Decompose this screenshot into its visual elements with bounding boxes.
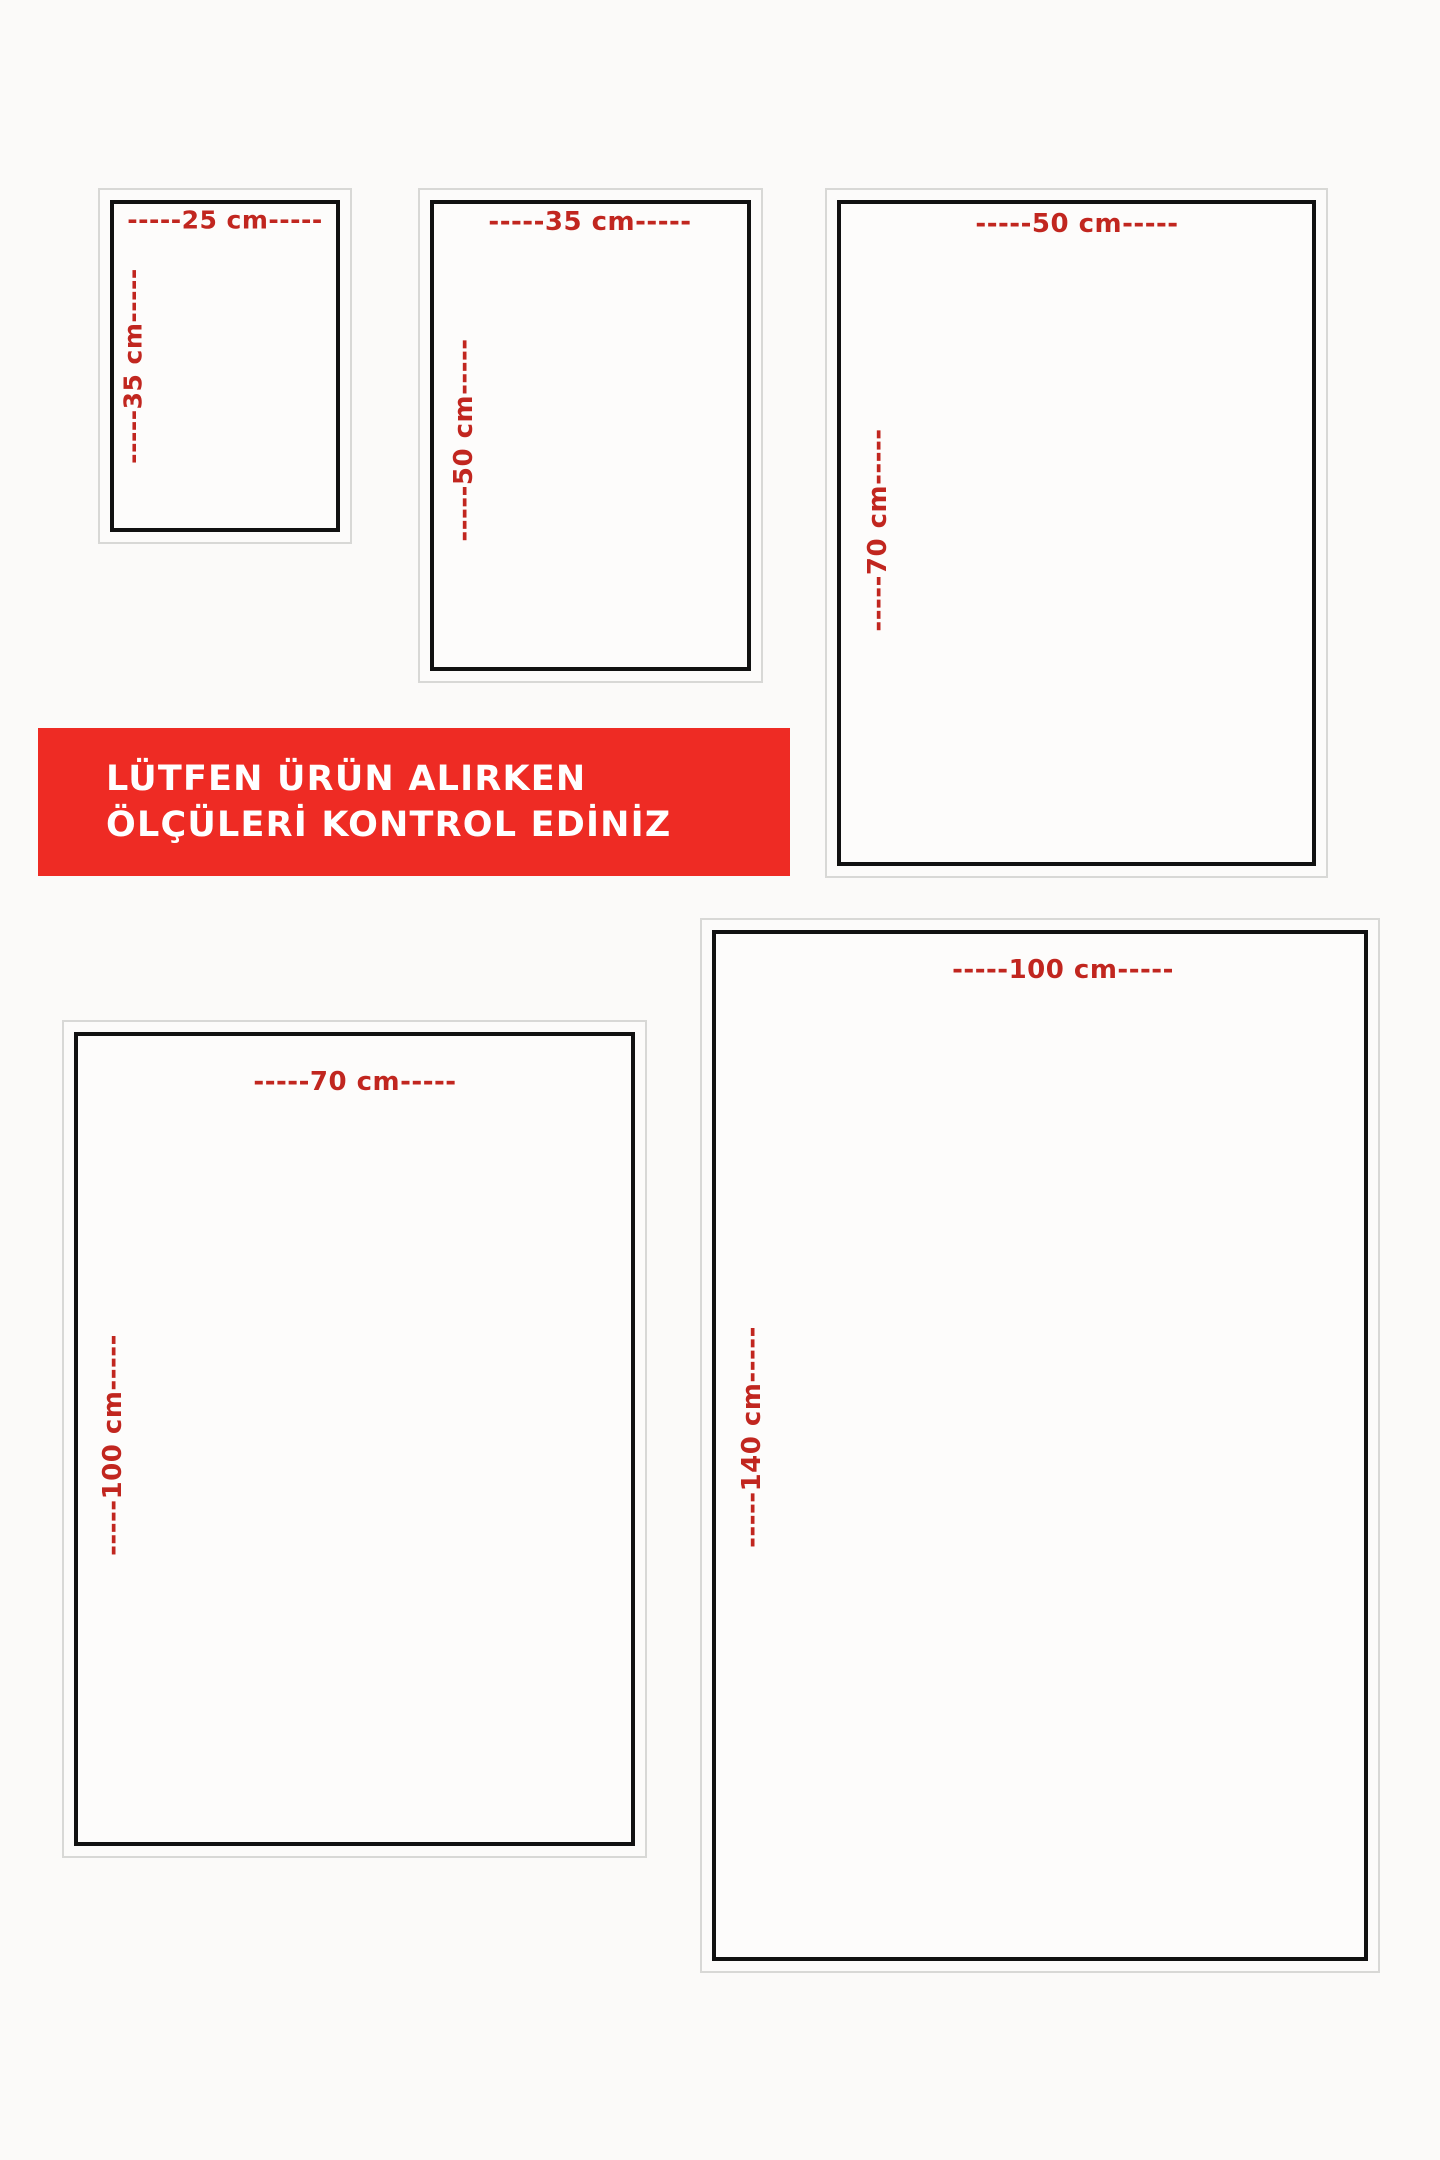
size-box-inner-frame [712, 930, 1368, 1961]
dimension-label-height-100: -----100 cm----- [98, 1334, 128, 1556]
dimension-label-width-70: -----70 cm----- [253, 1067, 457, 1097]
size-box-inner-frame [74, 1032, 635, 1846]
dimension-label-width-25: -----25 cm----- [127, 205, 323, 235]
dimension-label-width-35: -----35 cm----- [488, 207, 692, 237]
dimension-label-height-70: -----70 cm----- [863, 428, 893, 632]
size-box-50x70 [825, 188, 1328, 878]
size-box-100x140 [700, 918, 1380, 1973]
size-check-notice-banner [38, 728, 790, 876]
dimension-label-width-50: -----50 cm----- [975, 209, 1179, 239]
notice-line-1: LÜTFEN ÜRÜN ALIRKEN [106, 758, 587, 799]
dimension-label-width-100: -----100 cm----- [952, 955, 1174, 985]
dimension-label-height-140: -----140 cm----- [737, 1326, 767, 1548]
size-box-inner-frame [837, 200, 1316, 866]
notice-line-2: ÖLÇÜLERİ KONTROL EDİNİZ [106, 805, 672, 845]
size-box-70x100 [62, 1020, 647, 1858]
dimension-label-height-35: -----35 cm----- [118, 268, 148, 464]
dimension-label-height-50: -----50 cm----- [449, 338, 479, 542]
